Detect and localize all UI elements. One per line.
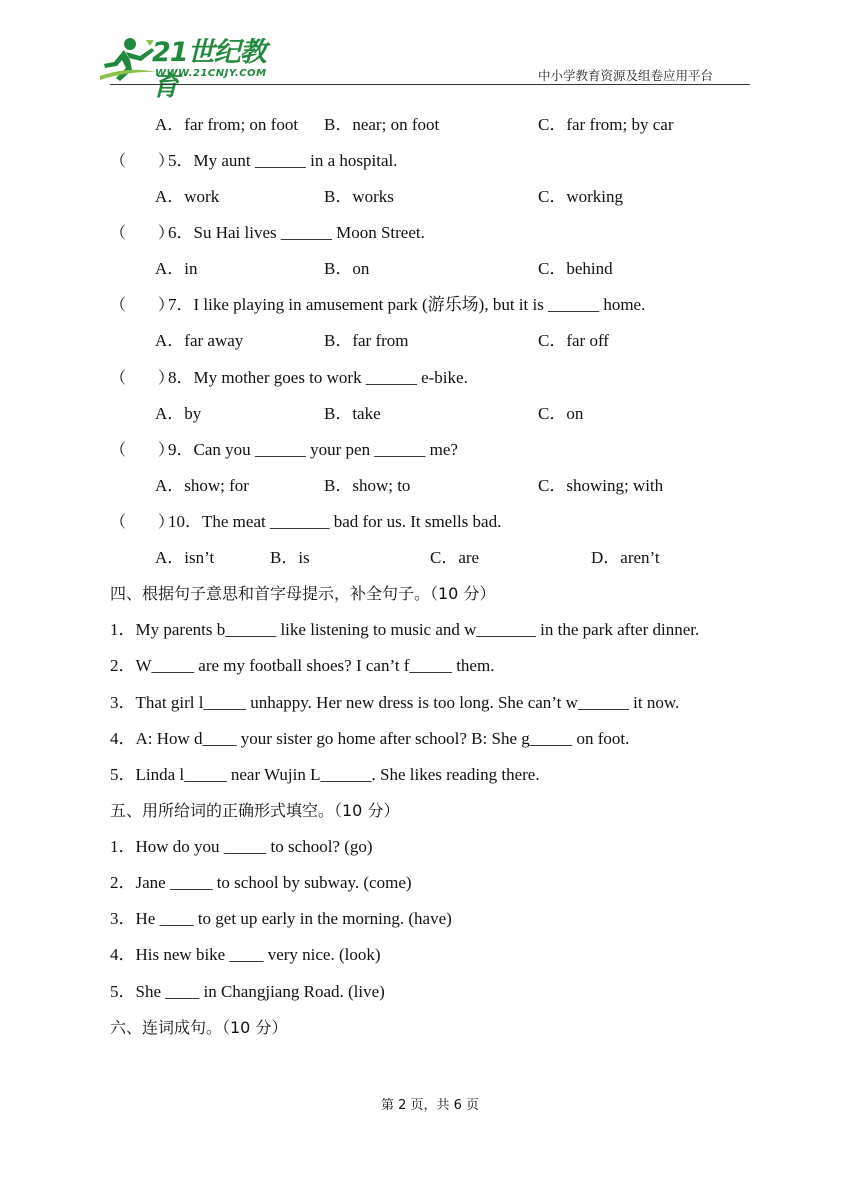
q7-answer-blank: （ ） — [110, 295, 175, 314]
logo-url: WWW.21CNJY.COM — [155, 68, 267, 79]
q6-option-a: A．in — [155, 259, 198, 278]
section5-item: 2．Jane _____ to school by subway. (come) — [110, 873, 412, 892]
section4-item: 3．That girl l_____ unhappy. Her new dress is too long. She can’t w______ it now. — [110, 693, 680, 712]
q7-option-b: B．far from — [324, 331, 409, 350]
page-header — [0, 0, 860, 102]
section5-item: 3．He ____ to get up early in the morning. (have) — [110, 909, 452, 928]
section4-item: 1．My parents b______ like listening to music and w_______ in the park after dinner. — [110, 620, 700, 639]
q10-option-a: A．isn’t — [155, 548, 215, 567]
q6-option-c: C．behind — [538, 259, 613, 278]
q10-stem: 10．The meat _______ bad for us. It smells bad. — [168, 512, 502, 531]
q6-stem: 6．Su Hai lives ______ Moon Street. — [168, 223, 425, 242]
page-number: 第 2 页，共 6 页 — [380, 1098, 480, 1113]
section4-item: 5．Linda l_____ near Wujin L______. She likes reading there. — [110, 765, 540, 784]
q5-answer-blank: （ ） — [110, 151, 175, 170]
q9-option-a: A．show; for — [155, 476, 249, 495]
q9-option-c: C．showing; with — [538, 476, 664, 495]
logo-text: 21世纪教育 — [152, 37, 266, 102]
platform-name: 中小学教育资源及组卷应用平台 — [538, 68, 714, 83]
q6-option-b: B．on — [324, 259, 370, 278]
q5-option-a: A．work — [155, 187, 220, 206]
q10-option-d: D．aren’t — [591, 548, 660, 567]
q8-answer-blank: （ ） — [110, 368, 175, 387]
logo — [100, 36, 290, 102]
q10-option-b: B．is — [270, 548, 310, 567]
section5-item: 4．His new bike ____ very nice. (look) — [110, 945, 381, 964]
section5-item: 1．How do you _____ to school? (go) — [110, 837, 373, 856]
q8-option-b: B．take — [324, 404, 381, 423]
q4-option-a: A．far from; on foot — [155, 115, 299, 134]
runner-logo-icon — [100, 36, 156, 82]
q8-stem: 8．My mother goes to work ______ e-bike. — [168, 368, 468, 387]
section4-item: 2．W_____ are my football shoes? I can’t f_____ them. — [110, 656, 495, 675]
q6-answer-blank: （ ） — [110, 223, 175, 242]
q5-option-b: B．works — [324, 187, 394, 206]
section4-title: 四、根据句子意思和首字母提示，补全句子。（10 分） — [110, 584, 496, 603]
q10-option-c: C．are — [430, 548, 480, 567]
q7-stem: 7．I like playing in amusement park (游乐场), but it is ______ home. — [168, 295, 646, 314]
q9-stem: 9．Can you ______ your pen ______ me? — [168, 440, 458, 459]
q8-option-c: C．on — [538, 404, 584, 423]
q7-option-c: C．far off — [538, 331, 609, 350]
q9-answer-blank: （ ） — [110, 440, 175, 459]
q8-option-a: A．by — [155, 404, 202, 423]
q7-option-a: A．far away — [155, 331, 244, 350]
header-divider — [110, 84, 750, 85]
section5-item: 5．She ____ in Changjiang Road. (live) — [110, 982, 385, 1001]
q5-stem: 5．My aunt ______ in a hospital. — [168, 151, 398, 170]
q4-option-b: B．near; on foot — [324, 115, 440, 134]
q9-option-b: B．show; to — [324, 476, 411, 495]
q4-option-c: C．far from; by car — [538, 115, 674, 134]
section5-title: 五、用所给词的正确形式填空。（10 分） — [110, 801, 400, 820]
q5-option-c: C．working — [538, 187, 623, 206]
section4-item: 4．A: How d____ your sister go home after school? B: She g_____ on foot. — [110, 729, 630, 748]
section6-title: 六、连词成句。（10 分） — [110, 1018, 288, 1037]
q10-answer-blank: （ ） — [110, 512, 175, 531]
